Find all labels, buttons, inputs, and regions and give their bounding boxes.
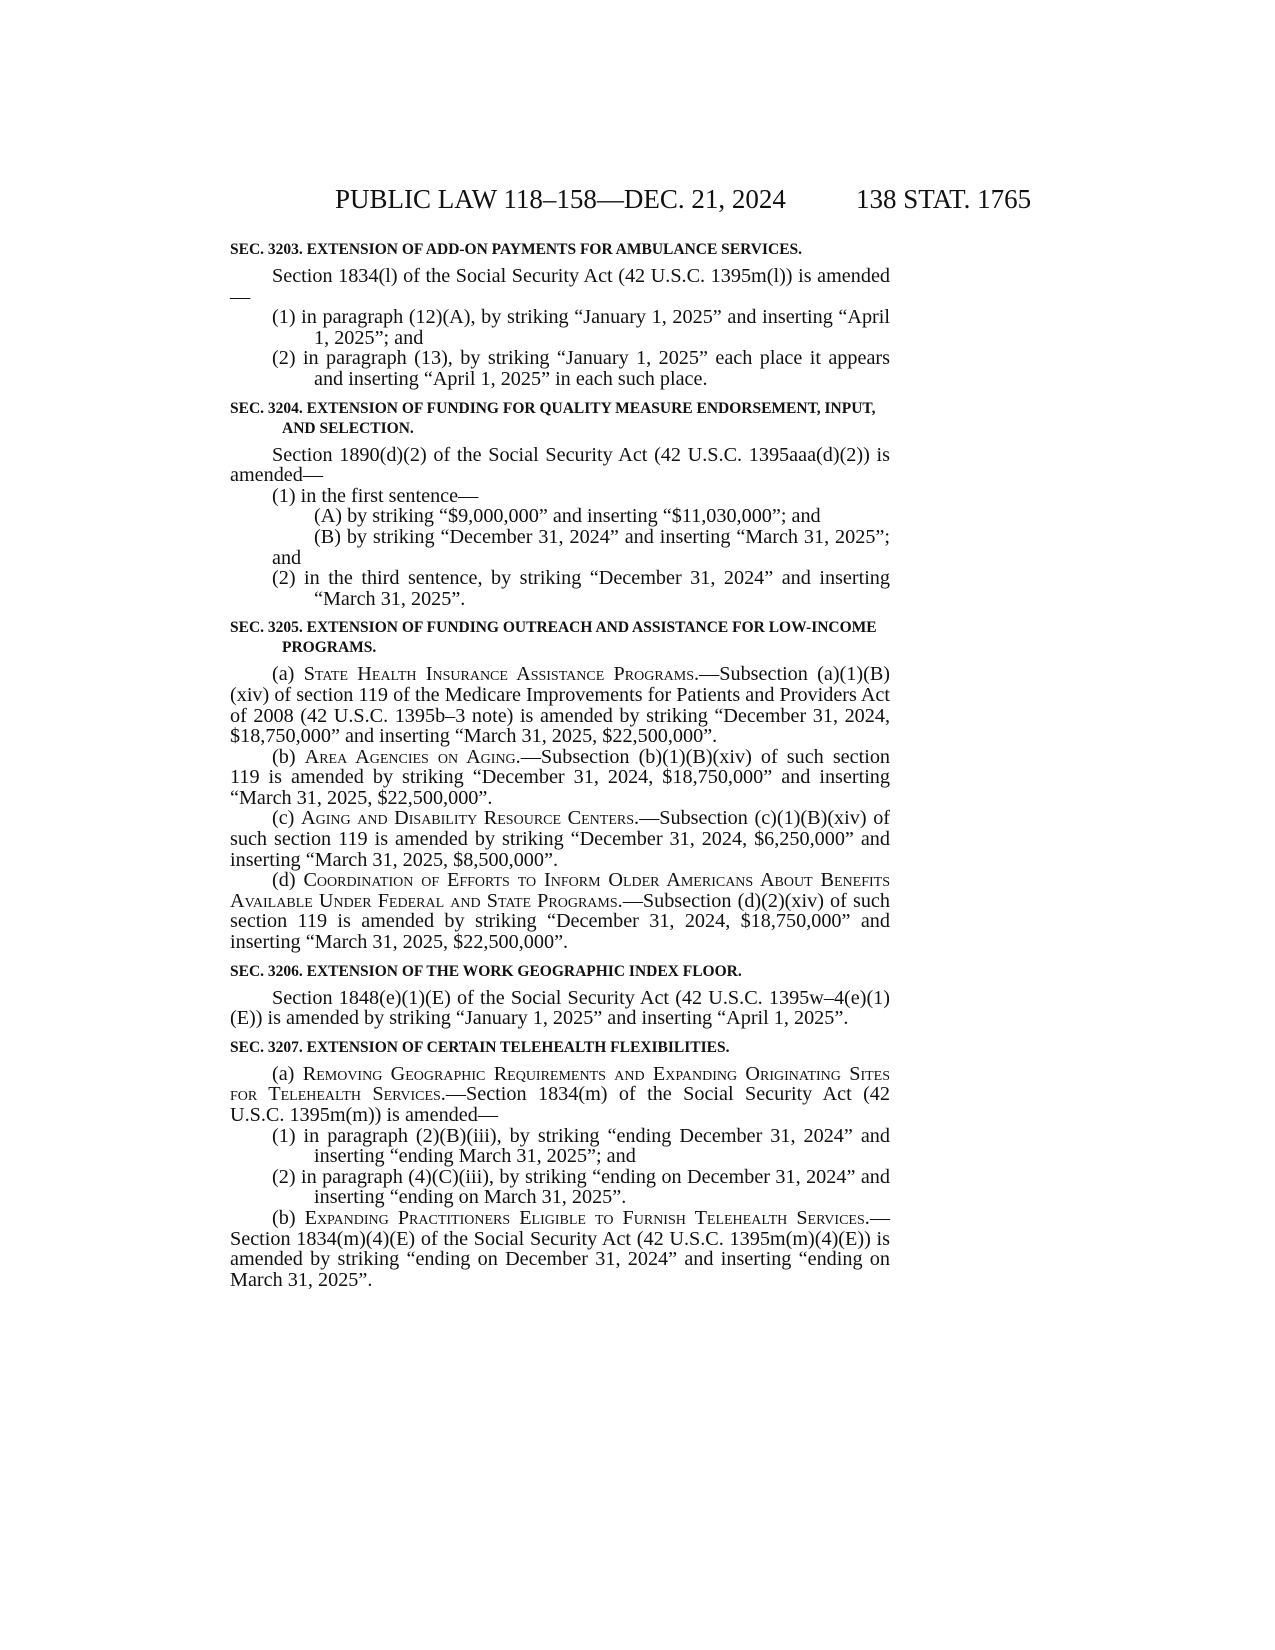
section-3204-para-A: (A) by striking “$9,000,000” and inserting “$11,030,000”; and [314,505,821,528]
section-3207-para-a2: (2) in paragraph (4)(C)(iii), by striking “ending on December 31, 2024” and inserting “ending on March 31, 2025”. [272,1165,890,1209]
document-body [230,240,890,1290]
section-3203-heading: SEC. 3203. EXTENSION OF ADD-ON PAYMENTS FOR AMBULANCE SERVICES. [230,241,803,258]
section-3204-para-1: (1) in the first sentence— [272,484,479,507]
section-3204-intro: Section 1890(d)(2) of the Social Security Act (42 U.S.C. 1395aaa(d)(2)) is amended— [230,443,890,487]
section-3203-intro: Section 1834(l) of the Social Security Act (42 U.S.C. 1395m(l)) is amended— [230,265,890,308]
section-3207-subsection-b: (b) Expanding Practitioners Eligible to Furnish Telehealth Services.—Section 1834(m)(4)(E) of the Social Security Act (42 U.S.C. 1395m(m)(4)(E)) is amended by striking “ending on December 31, 2024” and inserting “ending on March 31, 2025”. [230,1206,890,1291]
section-3207-heading: SEC. 3207. EXTENSION OF CERTAIN TELEHEALTH FLEXIBILITIES. [230,1038,730,1056]
section-3207-para-a1: (1) in paragraph (2)(B)(iii), by striking “ending December 31, 2024” and inserting “ending March 31, 2025”; and [272,1124,890,1168]
section-3207-subsection-a: (a) Removing Geographic Requirements and Expanding Originating Sites for Telehealth Services.—Section 1834(m) of the Social Security Act (42 U.S.C. 1395m(m)) is amended— [230,1062,890,1126]
section-3204-para-B: (B) by striking “December 31, 2024” and inserting “March 31, 2025”; and [272,525,890,569]
page-header [0,178,1275,218]
section-3205-subsection-c: (c) Aging and Disability Resource Centers.—Subsection (c)(1)(B)(xiv) of such section 119 is amended by striking “December 31, 2024, $6,250,000” and inserting “March 31, 2025, $8,500,000”. [230,807,891,871]
section-3205-heading: SEC. 3205. EXTENSION OF FUNDING OUTREACH AND ASSISTANCE FOR LOW-INCOME PROGRAMS. [230,619,877,657]
section-3205-subsection-b: (b) Area Agencies on Aging.—Subsection (b)(1)(B)(xiv) of such section 119 is amended by striking “December 31, 2024, $18,750,000” and inserting “March 31, 2025, $22,500,000”. [230,745,891,809]
section-3203-para-2: (2) in paragraph (13), by striking “January 1, 2025” each place it appears and inserting “April 1, 2025” in each such place. [272,347,890,390]
section-3204-para-2: (2) in the third sentence, by striking “December 31, 2024” and inserting “March 31, 2025”. [272,567,890,610]
section-3206-heading: SEC. 3206. EXTENSION OF THE WORK GEOGRAPHIC INDEX FLOOR. [230,962,742,980]
section-3205-subsection-d: (d) Coordination of Efforts to Inform Older Americans About Benefits Available Under Federal and State Programs.—Subsection (d)(2)(xiv) of such section 119 is amended by striking “December 31, 2024, $18,750,000” and inserting “March 31, 2025, $22,500,000”. [230,869,890,954]
statute-page-number: 138 STAT. 1765 [856,184,1032,214]
section-3204-heading: SEC. 3204. EXTENSION OF FUNDING FOR QUALITY MEASURE ENDORSEMENT, INPUT, AND SELECTION. [230,399,876,437]
section-3203-para-1: (1) in paragraph (12)(A), by striking “January 1, 2025” and inserting “April 1, 2025”; and [272,306,890,349]
law-title: PUBLIC LAW 118–158—DEC. 21, 2024 [335,184,786,214]
section-3205-subsection-a: (a) State Health Insurance Assistance Programs.—Subsection (a)(1)(B)(xiv) of section 119 of the Medicare Improvements for Patients and Providers Act of 2008 (42 U.S.C. 1395b–3 note) is amended by striking “December 31, 2024, $18,750,000” and inserting “March 31, 2025, $22,500,000”. [230,663,891,748]
section-3206-text: Section 1848(e)(1)(E) of the Social Security Act (42 U.S.C. 1395w–4(e)(1)(E)) is amended by striking “January 1, 2025” and inserting “April 1, 2025”. [230,986,890,1030]
